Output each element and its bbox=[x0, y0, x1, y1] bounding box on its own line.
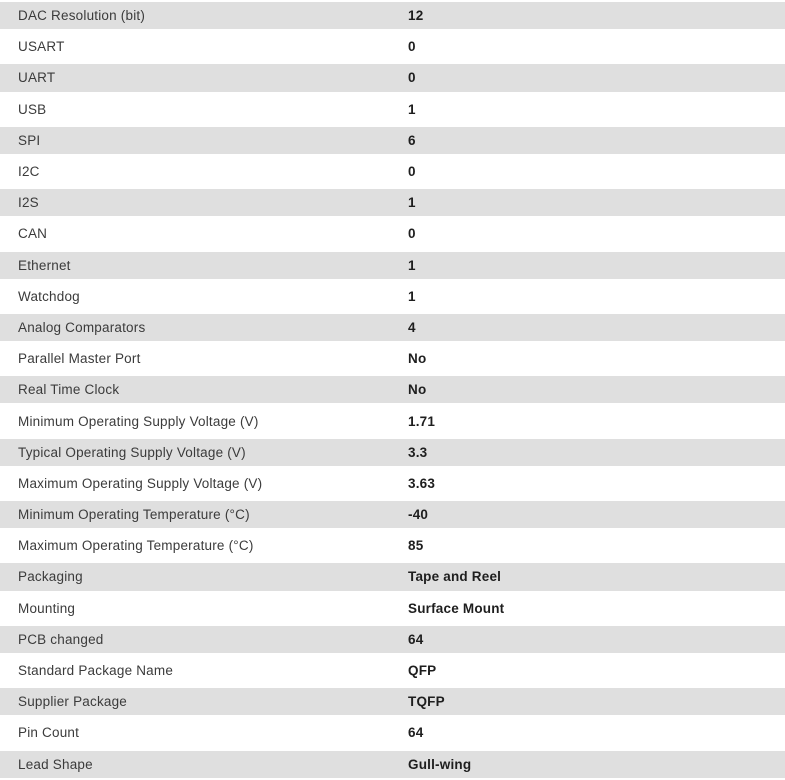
spec-value: Tape and Reel bbox=[408, 569, 502, 585]
spec-value: 4 bbox=[408, 319, 416, 335]
spec-label: USB bbox=[18, 101, 47, 117]
spec-label: Real Time Clock bbox=[18, 382, 120, 398]
table-row bbox=[0, 125, 785, 156]
spec-label: Analog Comparators bbox=[18, 319, 146, 335]
table-row bbox=[0, 343, 785, 374]
spec-value: No bbox=[408, 382, 427, 398]
table-row bbox=[0, 218, 785, 249]
table-row bbox=[0, 0, 785, 31]
spec-value: 0 bbox=[408, 39, 416, 55]
table-row bbox=[0, 250, 785, 281]
spec-label: SPI bbox=[18, 132, 41, 148]
spec-label: Parallel Master Port bbox=[18, 351, 141, 367]
spec-label: Pin Count bbox=[18, 725, 80, 741]
table-row bbox=[0, 312, 785, 343]
table-row bbox=[0, 156, 785, 187]
spec-label: Ethernet bbox=[18, 257, 71, 273]
spec-value: 1 bbox=[408, 257, 416, 273]
table-row bbox=[0, 499, 785, 530]
table-row bbox=[0, 593, 785, 624]
table-row bbox=[0, 374, 785, 405]
spec-label: Maximum Operating Supply Voltage (V) bbox=[18, 475, 263, 491]
spec-label: Typical Operating Supply Voltage (V) bbox=[18, 444, 246, 460]
table-row bbox=[0, 437, 785, 468]
table-row bbox=[0, 530, 785, 561]
spec-label: PCB changed bbox=[18, 631, 104, 647]
spec-label: Minimum Operating Temperature (°C) bbox=[18, 507, 250, 523]
table-row bbox=[0, 686, 785, 717]
spec-label: Watchdog bbox=[18, 288, 80, 304]
table-row bbox=[0, 62, 785, 93]
spec-value: 0 bbox=[408, 164, 416, 180]
spec-label: USART bbox=[18, 39, 65, 55]
spec-label: I2C bbox=[18, 164, 40, 180]
table-row bbox=[0, 405, 785, 436]
spec-value: 1 bbox=[408, 288, 416, 304]
table-row bbox=[0, 281, 785, 312]
spec-label: Maximum Operating Temperature (°C) bbox=[18, 538, 254, 554]
table-row bbox=[0, 749, 785, 780]
spec-value: 64 bbox=[408, 631, 424, 647]
table-row bbox=[0, 655, 785, 686]
spec-value: -40 bbox=[408, 507, 429, 523]
spec-label: I2S bbox=[18, 195, 39, 211]
table-row bbox=[0, 468, 785, 499]
table-row bbox=[0, 717, 785, 748]
spec-value: 0 bbox=[408, 70, 416, 86]
table-row bbox=[0, 624, 785, 655]
table-row bbox=[0, 94, 785, 125]
spec-value: 3.63 bbox=[408, 475, 436, 491]
spec-value: 1.71 bbox=[408, 413, 436, 429]
spec-label: Standard Package Name bbox=[18, 663, 174, 679]
spec-value: 3.3 bbox=[408, 444, 428, 460]
spec-value: 85 bbox=[408, 538, 424, 554]
table-row bbox=[0, 187, 785, 218]
spec-value: 1 bbox=[408, 195, 416, 211]
spec-value: 12 bbox=[408, 8, 424, 24]
spec-value: QFP bbox=[408, 663, 437, 679]
spec-label: Packaging bbox=[18, 569, 83, 585]
spec-value: 6 bbox=[408, 132, 416, 148]
spec-value: Gull-wing bbox=[408, 756, 472, 772]
spec-label: Lead Shape bbox=[18, 756, 93, 772]
spec-value: 0 bbox=[408, 226, 416, 242]
spec-value: Surface Mount bbox=[408, 600, 505, 616]
spec-value: 64 bbox=[408, 725, 424, 741]
spec-label: UART bbox=[18, 70, 56, 86]
spec-value: 1 bbox=[408, 101, 416, 117]
spec-label: DAC Resolution (bit) bbox=[18, 8, 146, 24]
spec-value: No bbox=[408, 351, 427, 367]
spec-label: Minimum Operating Supply Voltage (V) bbox=[18, 413, 259, 429]
table-row bbox=[0, 31, 785, 62]
table-row bbox=[0, 561, 785, 592]
spec-label: Mounting bbox=[18, 600, 76, 616]
spec-value: TQFP bbox=[408, 694, 445, 710]
spec-label: Supplier Package bbox=[18, 694, 128, 710]
spec-label: CAN bbox=[18, 226, 48, 242]
